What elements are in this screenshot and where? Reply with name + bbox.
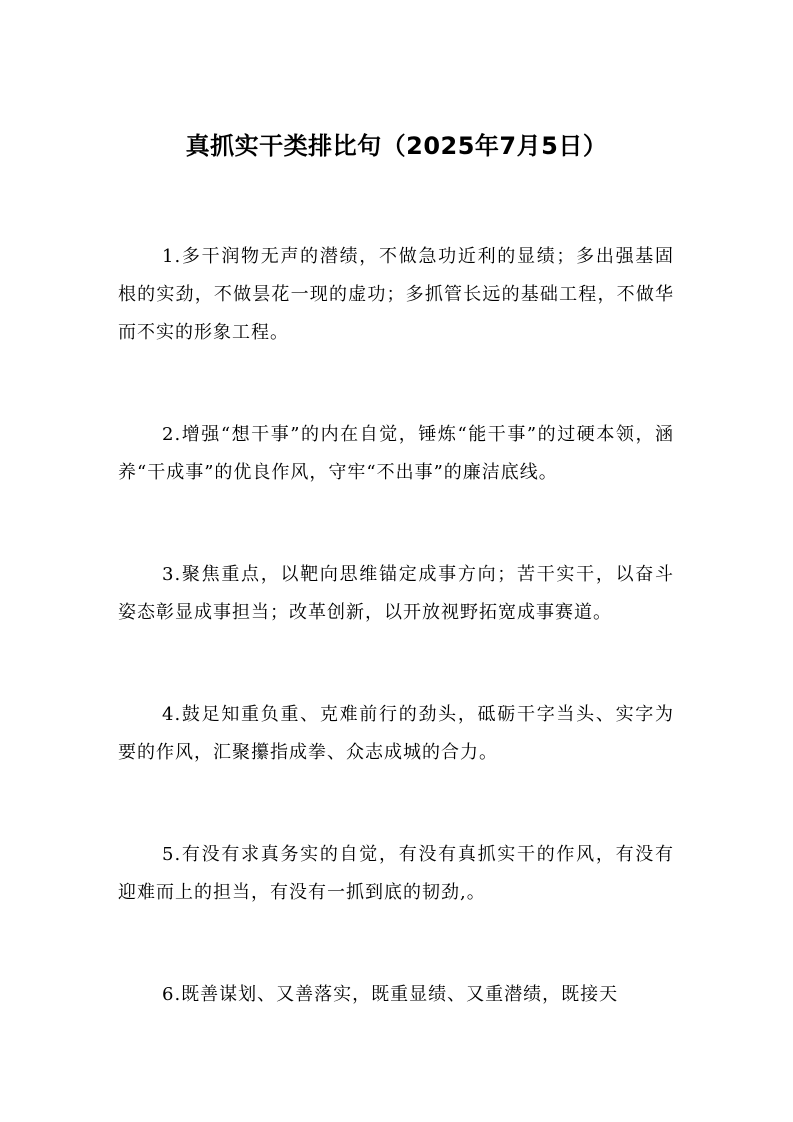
document-title: 真抓实干类排比句（2025年7月5日） — [185, 132, 608, 160]
paragraph-5: 5.有没有求真务实的自觉，有没有真抓实干的作风，有没有迎难而上的担当，有没有一抓到底的韧劲,。 — [118, 844, 674, 903]
paragraph-4: 4.鼓足知重负重、克难前行的劲头，砥砺干字当头、实字为要的作风，汇聚攥指成拳、众志成城的合力。 — [118, 704, 674, 763]
paragraph-3: 3.聚焦重点，以靶向思维锚定成事方向；苦干实干，以奋斗姿态彰显成事担当；改革创新，以开放视野拓宽成事赛道。 — [118, 564, 674, 623]
document-body — [118, 238, 674, 1078]
paragraph-6: 6.既善谋划、又善落实，既重显绩、又重潜绩，既接天 — [162, 984, 619, 1005]
paragraph-2: 2.增强“想干事”的内在自觉，锤炼“能干事”的过硬本领，涵养“干成事”的优良作风，守牢“不出事”的廉洁底线。 — [118, 424, 674, 483]
paragraph-1: 1.多干润物无声的潜绩，不做急功近利的显绩；多出强基固根的实劲，不做昙花一现的虚功；多抓管长远的基础工程，不做华而不实的形象工程。 — [118, 246, 674, 343]
